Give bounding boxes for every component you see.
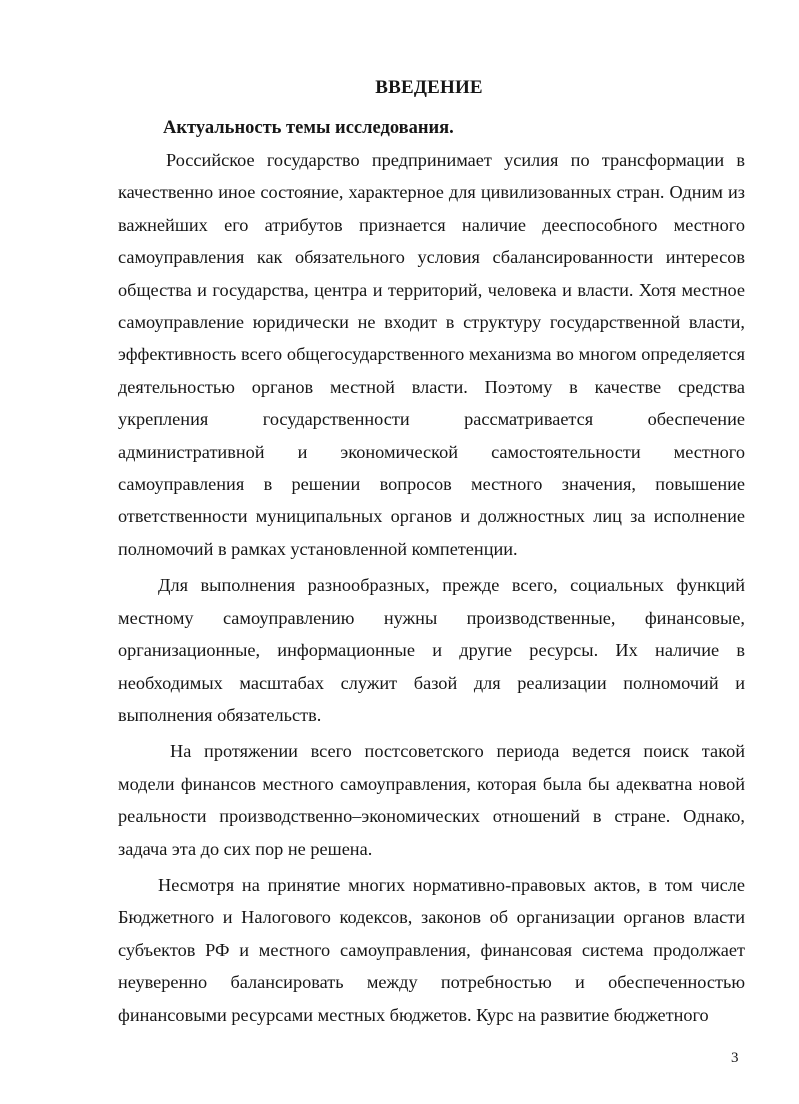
paragraph: Для выполнения разнообразных, прежде всего, социальных функций местному самоуправлению нужны производственные, финансовые, организационные, информационные и другие ресурсы. Их наличие в необходимых масштабах служит базой для реализации полномочий и выполнения обязательств. (118, 575, 745, 725)
page-number: 3 (731, 1050, 739, 1066)
section-heading: Актуальность темы исследования. (163, 118, 454, 138)
paragraph: Российское государство предпринимает усилия по трансформации в качественно иное состояние, характерное для цивилизованных стран. Одним из важнейших его атрибутов признается наличие дееспособного местного самоуправления как обязательного условия сбалансированности интересов общества и государства, центра и территорий, человека и власти. Хотя местное самоуправление юридически не входит в структуру государственной власти, эффективность всего общегосударственного механизма во многом определяется деятельностью органов местной власти. Поэтому в качестве средства укрепления государственности рассматривается обеспечение административной и экономической самостоятельности местного самоуправления в решении вопросов местного значения, повышение ответственности муниципальных органов и должностных лиц за исполнение полномочий в рамках установленной компетенции. (118, 150, 745, 559)
body-text (118, 144, 745, 1031)
page-title: ВВЕДЕНИЕ (375, 77, 483, 98)
paragraph: Несмотря на принятие многих нормативно-правовых актов, в том числе Бюджетного и Налогового кодексов, законов об организации органов власти субъектов РФ и местного самоуправления, финансовая система продолжает неуверенно балансировать между потребностью и обеспеченностью финансовыми ресурсами местных бюджетов. Курс на развитие бюджетного (118, 874, 745, 1025)
paragraph: На протяжении всего постсоветского периода ведется поиск такой модели финансов местного самоуправления, которая была бы адекватна новой реальности производственно–экономических отношений в стране. Однако, задача эта до сих пор не решена. (118, 741, 745, 859)
